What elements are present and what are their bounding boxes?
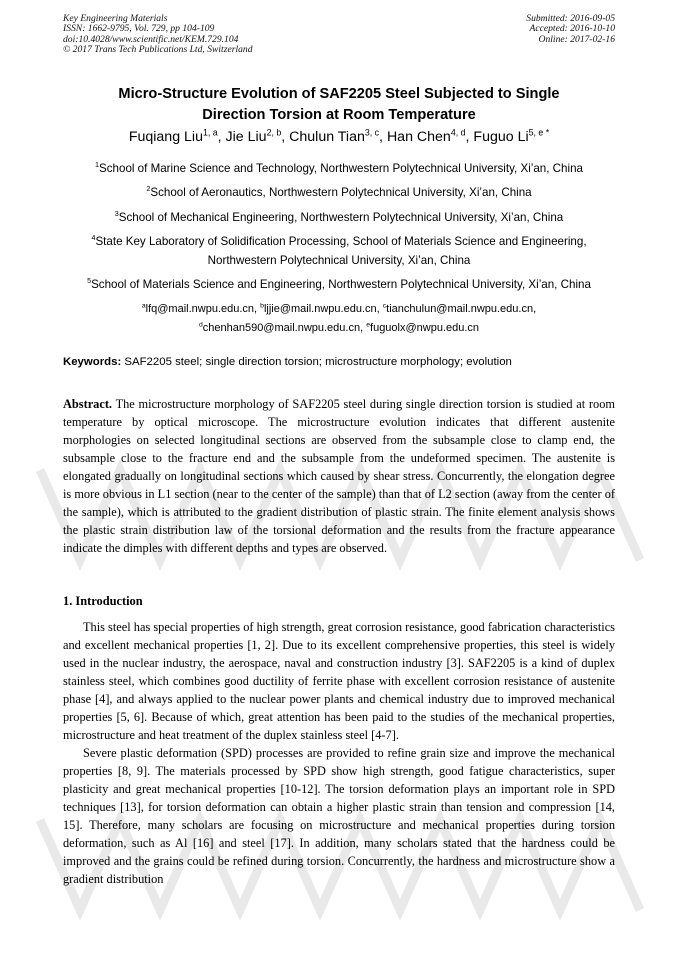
title-line-2: Direction Torsion at Room Temperature: [202, 107, 476, 123]
author: Han Chen$^{4, d}$,: [386, 127, 474, 145]
affiliation-5: $^5$School of Materials Science and Engineering, Northwestern Polytechnical University, Xi’an, China: [87, 276, 591, 291]
abstract-label: Abstract.: [63, 397, 113, 411]
section-heading-introduction: 1. Introduction: [63, 594, 143, 608]
email-list: $^a$lfq@mail.nwpu.edu.cn, $^b$ljjie@mail.nwpu.edu.cn, $^c$tianchulun@mail.nwpu.edu.cn, $^d$chenhan590@mail.nwpu.edu.cn, $^e$fuguolx@nwpu.edu.cn: [141, 302, 537, 334]
paragraph: This steel has special properties of high strength, great corrosion resistance, good fabrication characteristics and excellent mechanical properties [1, 2]. Due to its excellent comprehensive properties, this steel is widely used in the nuclear industry, the aerospace, naval and construction industry [3]. SAF2205 is a kind of duplex stainless steel, which combines good ductility of ferrite phase with excellent corrosion resistance of austenite phase [4], and always applied to the nuclear power plants and chemical industry due to improved mechanical properties [5, 6]. Because of which, great attention has been paid to the studies of the mechanical properties, microstructure and heat treatment of the duplex stainless steel [4-7].: [63, 620, 615, 742]
accepted-date: Accepted: 2016-10-10: [529, 23, 615, 35]
abstract: [63, 395, 615, 557]
title-line-1: Micro-Structure Evolution of SAF2205 Steel Subjected to Single: [118, 86, 560, 102]
abstract-text: The microstructure morphology of SAF2205 steel during single direction torsion is studied at room temperature by optical microscope. The microstructure evolution indicates that different austenite morphologies on selected longitudinal sections are observed from the subsample close to clamp end, the subsample close to the fracture end and the subsample from the undeformed specimen. The austenite is elongated gradually on longitudinal sections which caused by shear stress. Concurrently, the elongation degree is more obvious in L1 section (near to the center of the sample) than that of L2 section (away from the center of the sample), which is attributed to the gradient distribution of plastic strain. The finite element analysis shows the plastic strain distribution law of the torsional deformation and the results from the fracture appearance indicate the dimples with different depths and types are observed.: [63, 397, 615, 555]
paragraph: Severe plastic deformation (SPD) processes are provided to refine grain size and improve the mechanical properties [8, 9]. The materials processed by SPD show high strength, good fatigue characteristics, super plasticity and great mechanical properties [10-12]. The torsion deformation plays an important role in SPD techniques [13], for torsion deformation can obtain a higher plastic strain than tension and compression [14, 15]. Therefore, many scholars are focusing on microstructure and mechanical properties during torsion deformation, such as Al [16] and steel [17]. In addition, many scholars stated that the hardness could be improved and the grains could be refined during torsion. Concurrently, the hardness and microstructure show a gradient distribution: [63, 746, 615, 886]
email-link[interactable]: lfq@mail.nwpu.edu.cn: [145, 303, 255, 315]
email-link[interactable]: chenhan590@mail.nwpu.edu.cn: [202, 322, 361, 334]
affiliation-1: $^1$School of Marine Science and Technology, Northwestern Polytechnical University, Xi’an, China: [95, 160, 583, 175]
email-link[interactable]: fuguolx@nwpu.edu.cn: [370, 322, 480, 334]
affiliation-3: $^3$School of Mechanical Engineering, Northwestern Polytechnical University, Xi’an, China: [114, 209, 564, 224]
doi-line[interactable]: doi:10.4028/www.scientific.net/KEM.729.104: [63, 33, 239, 45]
email-link[interactable]: tianchulun@mail.nwpu.edu.cn: [386, 303, 534, 315]
author: Fuqiang Liu$^{1, a}$,: [128, 127, 226, 145]
author-list: [40, 129, 638, 145]
author: Chulun Tian$^{3, c}$,: [289, 127, 387, 145]
email-link[interactable]: ljjie@mail.nwpu.edu.cn: [263, 303, 377, 315]
online-date: Online: 2017-02-16: [538, 33, 615, 45]
introduction-body: [63, 618, 615, 888]
journal-name: Key Engineering Materials: [63, 13, 168, 24]
affiliation-4: $^4$State Key Laboratory of Solidification Processing, School of Materials Science and Engineering, Northwestern Polytechnical University, Xi’an, China: [91, 233, 587, 267]
submitted-date: Submitted: 2016-09-05: [526, 13, 615, 24]
author: Fuguo $Li^{5, e *}$: [473, 127, 550, 145]
issn-line: ISSN: 1662-9795, Vol. 729, pp 104-109: [63, 23, 215, 35]
journal-info: [63, 14, 253, 56]
copyright-line: © 2017 Trans Tech Publications Ltd, Switzerland: [63, 44, 253, 56]
keywords-label: Keywords:: [63, 356, 122, 368]
keywords-line: [63, 356, 623, 368]
affiliation-2: $^2$School of Aeronautics, Northwestern Polytechnical University, Xi’an, China: [146, 184, 532, 199]
paper-title: [63, 84, 615, 126]
author: Jie Liu$^{2, b}$,: [225, 127, 290, 145]
keywords-text: SAF2205 steel; single direction torsion; microstructure morphology; evolution: [124, 356, 512, 368]
publication-dates: [526, 14, 615, 45]
